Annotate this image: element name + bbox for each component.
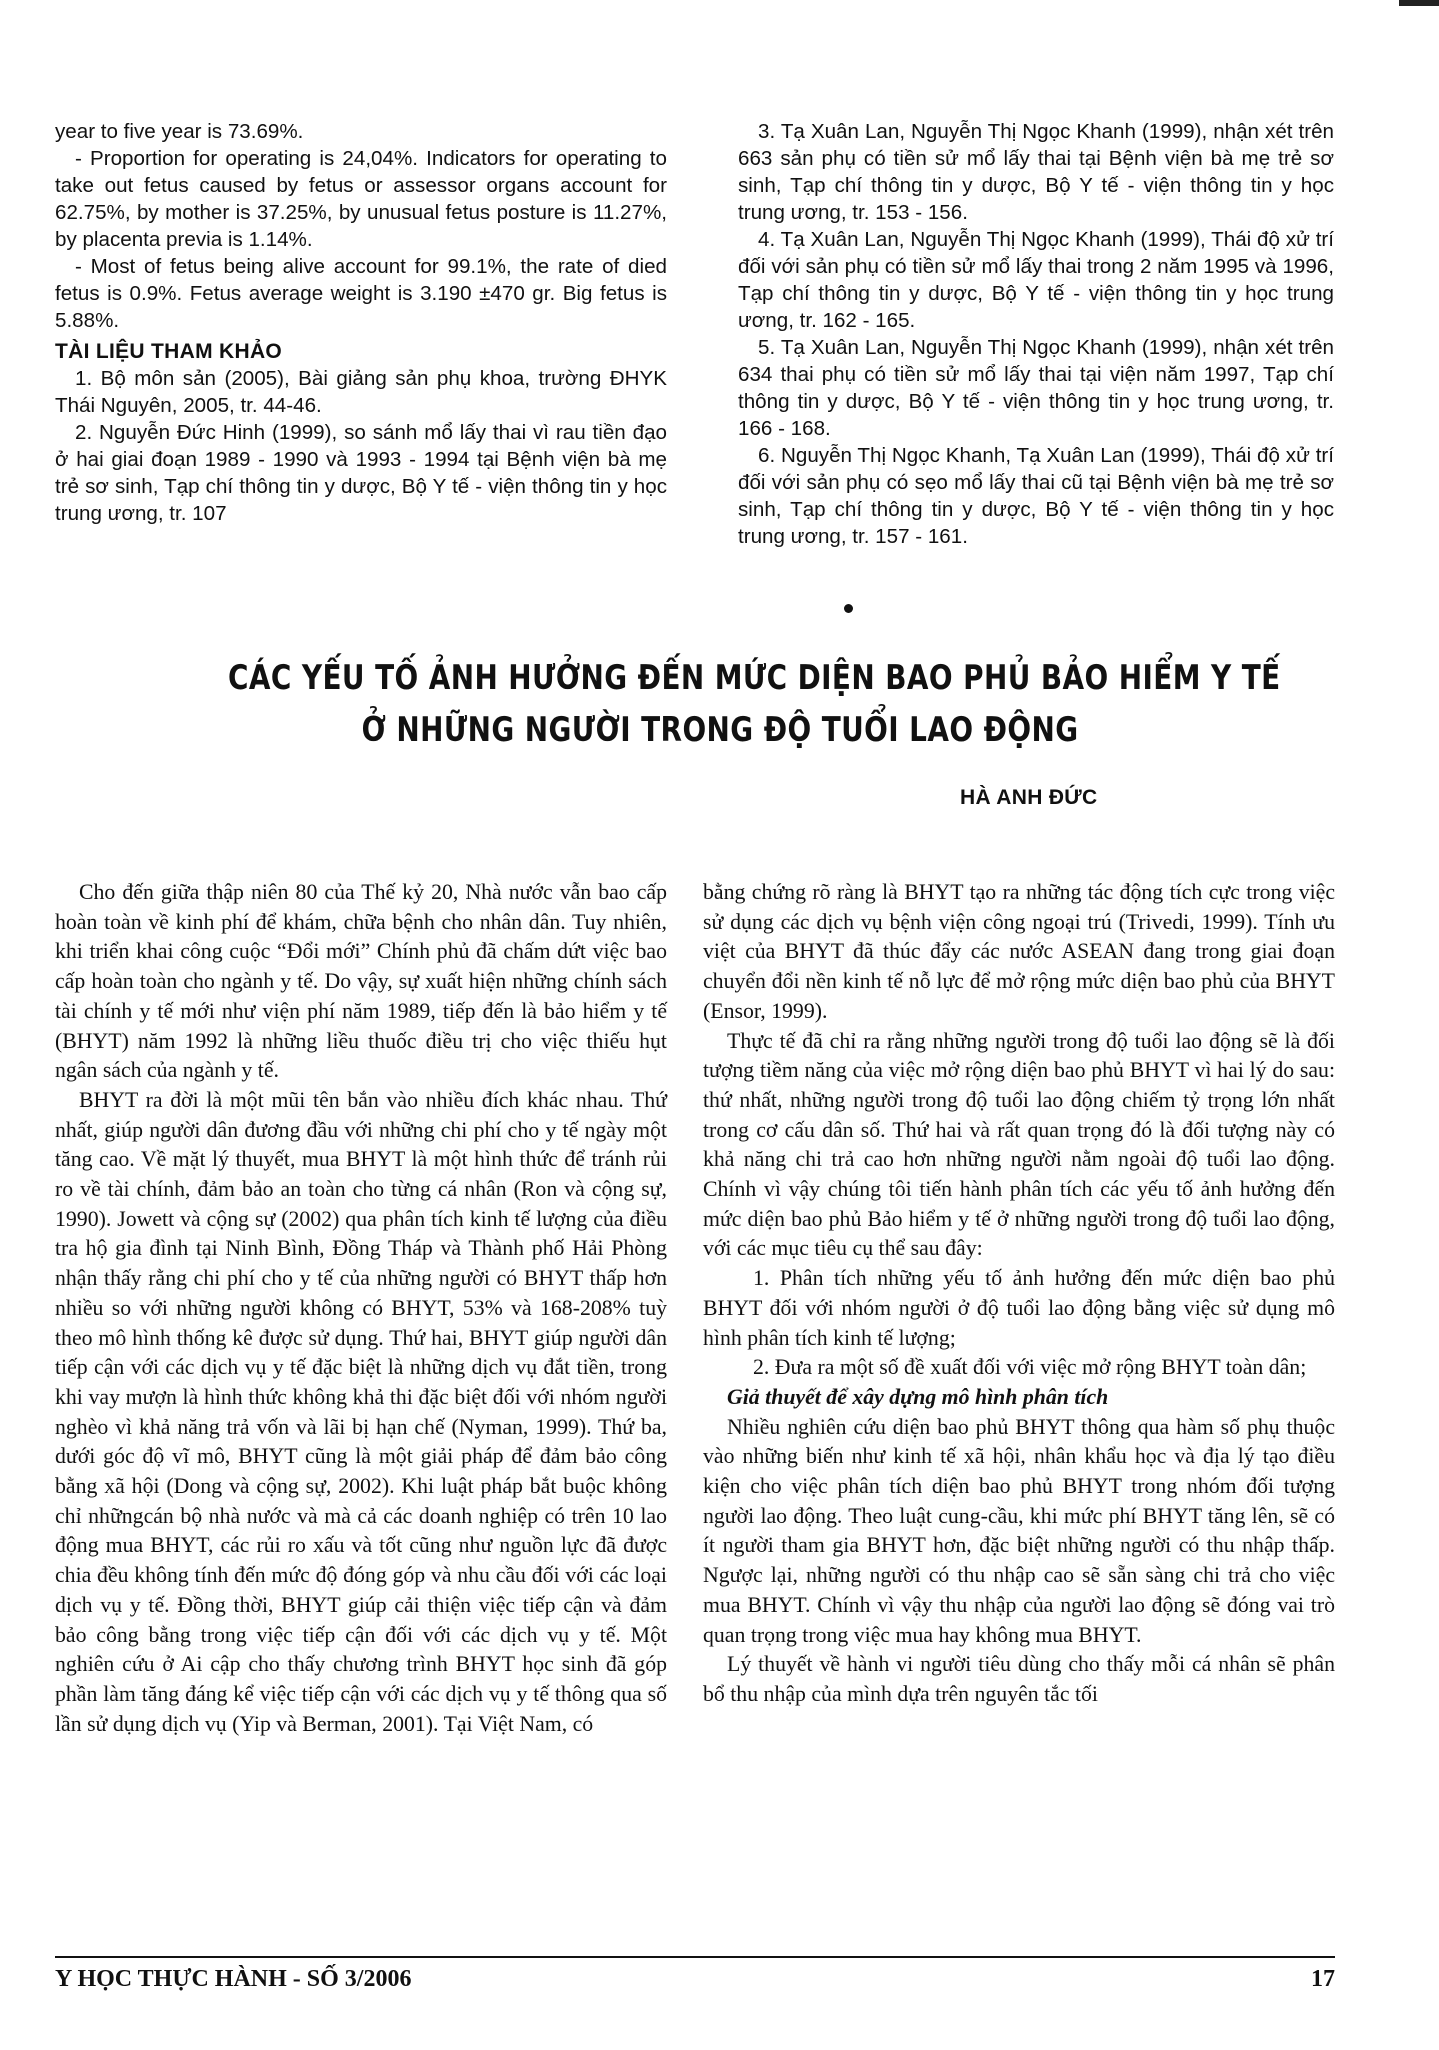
- reference-item: 4. Tạ Xuân Lan, Nguyễn Thị Ngọc Khanh (1999), Thái độ xử trí đối với sản phụ có tiền sử mổ lấy thai trong 2 năm 1995 và 1996, Tạp chí thông tin y dược, Bộ Y tế - viện thông tin y học trung ương, tr. 162 - 165.: [738, 228, 1334, 332]
- body-paragraph: BHYT ra đời là một mũi tên bắn vào nhiều đích khác nhau. Thứ nhất, giúp người dân đương đầu với những chi phí cho y tế ngày một tăng cao. Về mặt lý thuyết, mua BHYT là một hình thức để tránh rủi ro về tài chính, đảm bảo an toàn cho từng cá nhân (Ron và cộng sự, 1990). Jowett và cộng sự (2002) qua phân tích kinh tế lượng của điều tra hộ gia đình tại Ninh Bình, Đồng Tháp và Thành phố Hải Phòng nhận thấy rằng chi phí cho y tế của những người có BHYT thấp hơn nhiều so với những người không có BHYT, 53% và 168-208% tuỳ theo mô hình thống kê được sử dụng. Thứ hai, BHYT giúp người dân tiếp cận với các dịch vụ y tế đặc biệt là những dịch vụ đắt tiền, trong khi vay mượn là hình thức không khả thi đặc biệt đối với nhóm người nghèo vì khả năng trả vốn và lãi bị hạn chế (Nyman, 1999). Thứ ba, dưới góc độ vĩ mô, BHYT cũng là một giải pháp để đảm bảo công bằng xã hội (Dong và cộng sự, 2002). Khi luật pháp bắt buộc không chỉ nhữngcán bộ nhà nước và mà cả các doanh nghiệp có trên 10 lao động mua BHYT, các rủi ro xấu và tốt cũng như nguồn lực đã được chia đều không tính đến mức độ đóng góp và nhu cầu đối với các loại dịch vụ y tế. Đồng thời, BHYT giúp cải thiện việc tiếp cận và đảm bảo công bằng trong việc tiếp cận đối với các dịch vụ y tế. Một nghiên cứu ở Ai cập cho thấy chương trình BHYT học sinh đã góp phần làm tăng đáng kể việc tiếp cận với các dịch vụ y tế thông qua số lần sử dụng dịch vụ (Yip và Berman, 2001). Tại Việt Nam, có: [55, 1087, 667, 1736]
- body-left-column: [55, 878, 667, 1739]
- reference-item: 2. Nguyễn Đức Hinh (1999), so sánh mổ lấy thai vì rau tiền đạo ở hai giai đoạn 1989 - 1990 và 1993 - 1994 tại Bệnh viện bà mẹ trẻ sơ sinh, Tạp chí thông tin y dược, Bộ Y tế - viện thông tin y học trung ương, tr. 107: [55, 421, 667, 525]
- page-number: 17: [1311, 1966, 1335, 1992]
- body-paragraph: Lý thuyết về hành vi người tiêu dùng cho thấy mỗi cá nhân sẽ phân bổ thu nhập của mình dựa trên nguyên tắc tối: [703, 1652, 1335, 1706]
- section-subheading: Giả thuyết để xây dựng mô hình phân tích: [727, 1384, 1109, 1409]
- article-title: [228, 652, 1281, 756]
- body-paragraph: Cho đến giữa thập niên 80 của Thế kỷ 20, Nhà nước vẫn bao cấp hoàn toàn về kinh phí để khám, chữa bệnh cho nhân dân. Tuy nhiên, khi triển khai công cuộc “Đổi mới” Chính phủ đã chấm dứt việc bao cấp hoàn toàn cho ngành y tế. Do vậy, sự xuất hiện những chính sách tài chính y tế mới như viện phí năm 1989, tiếp đến là bảo hiểm y tế (BHYT) năm 1992 là những liều thuốc điều trị cho việc thiếu hụt ngân sách của ngành y tế.: [55, 880, 667, 1083]
- summary-line: - Most of fetus being alive account for 99.1%, the rate of died fetus is 0.9%. Fetus average weight is 3.190 ±470 gr. Big fetus is 5.88%.: [55, 255, 667, 332]
- footer-journal-name: Y HỌC THỰC HÀNH - SỐ 3/2006: [55, 1966, 412, 1992]
- objective-item: 1. Phân tích những yếu tố ảnh hưởng đến mức diện bao phủ BHYT đối với nhóm người ở độ tuổi lao động bằng việc sử dụng mô hình phân tích kinh tế lượng;: [703, 1266, 1335, 1350]
- article-author: HÀ ANH ĐỨC: [960, 786, 1098, 809]
- body-right-column: [703, 878, 1335, 1710]
- body-paragraph: Nhiều nghiên cứu diện bao phủ BHYT thông qua hàm số phụ thuộc vào những biến như kinh tế xã hội, nhân khẩu học và địa lý tạo điều kiện cho việc phân tích diện bao phủ BHYT trong nhóm đối tượng người lao động. Theo luật cung-cầu, khi mức phí BHYT tăng lên, sẽ có ít người tham gia BHYT hơn, đặc biệt những người có thu nhập thấp. Ngược lại, những người có thu nhập cao sẽ sẵn sàng chi trả cho việc mua BHYT. Chính vì vậy thu nhập của người lao động sẽ đóng vai trò quan trọng trong việc mua hay không mua BHYT.: [703, 1414, 1335, 1647]
- scan-corner-mark: [1399, 0, 1439, 6]
- references-heading: TÀI LIỆU THAM KHẢO: [55, 340, 283, 363]
- body-paragraph: Thực tế đã chỉ ra rằng những người trong độ tuổi lao động sẽ là đối tượng tiềm năng của việc mở rộng diện bao phủ BHYT vì hai lý do sau: thứ nhất, những người trong độ tuổi lao động chiếm tỷ trọng lớn nhất trong cơ cấu dân số. Thứ hai và rất quan trọng đó là đối tượng này có khả năng chi trả cao hơn những người nằm ngoài độ tuổi lao động. Chính vì vậy chúng tôi tiến hành phân tích các yếu tố ảnh hưởng đến mức diện bao phủ Bảo hiểm y tế ở những người trong độ tuổi lao động, với các mục tiêu cụ thể sau đây:: [703, 1028, 1335, 1261]
- previous-article-right-column: [738, 118, 1334, 550]
- summary-line: year to five year is 73.69%.: [55, 120, 304, 143]
- reference-item: 3. Tạ Xuân Lan, Nguyễn Thị Ngọc Khanh (1999), nhận xét trên 663 sản phụ có tiền sử mổ lấy thai tại Bệnh viện bà mẹ trẻ sơ sinh, Tạp chí thông tin y dược, Bộ Y tế - viện thông tin y học trung ương, tr. 153 - 156.: [738, 120, 1334, 224]
- separator-dot: [844, 604, 853, 613]
- reference-item: 1. Bộ môn sản (2005), Bài giảng sản phụ khoa, trường ĐHYK Thái Nguyên, 2005, tr. 44-46.: [55, 367, 667, 417]
- body-paragraph: bằng chứng rõ ràng là BHYT tạo ra những tác động tích cực trong việc sử dụng các dịch vụ bệnh viện công ngoại trú (Trivedi, 1999). Tính ưu việt của BHYT đã thúc đẩy các nước ASEAN đang trong giai đoạn chuyển đổi nền kinh tế nỗ lực để mở rộng mức diện bao phủ của BHYT (Ensor, 1999).: [703, 880, 1335, 1023]
- previous-article-left-column: [55, 118, 667, 527]
- summary-line: - Proportion for operating is 24,04%. Indicators for operating to take out fetus caused by fetus or assessor organs account for 62.75%, by mother is 37.25%, by unusual fetus posture is 11.27%, by placenta previa is 1.14%.: [55, 147, 667, 251]
- reference-item: 5. Tạ Xuân Lan, Nguyễn Thị Ngọc Khanh (1999), nhận xét trên 634 thai phụ có tiền sử mổ lấy thai tại viện năm 1997, Tạp chí thông tin y dược, Bộ Y tế - viện thông tin y học trung ương, tr. 166 - 168.: [738, 336, 1334, 440]
- objective-item: 2. Đưa ra một số đề xuất đối với việc mở rộng BHYT toàn dân;: [753, 1355, 1307, 1380]
- article-title-line-2: Ở NHỮNG NGƯỜI TRONG ĐỘ TUỔI LAO ĐỘNG: [361, 710, 1079, 750]
- reference-item: 6. Nguyễn Thị Ngọc Khanh, Tạ Xuân Lan (1999), Thái độ xử trí đối với sản phụ có sẹo mổ lấy thai cũ tại Bệnh viện bà mẹ trẻ sơ sinh, Tạp chí thông tin y dược, Bộ Y tế - viện thông tin y học trung ương, tr. 157 - 161.: [738, 444, 1334, 548]
- article-title-line-1: CÁC YẾU TỐ ẢNH HƯỞNG ĐẾN MỨC DIỆN BAO PHỦ BẢO HIỂM Y TẾ: [228, 658, 1281, 698]
- footer-rule: [55, 1956, 1335, 1958]
